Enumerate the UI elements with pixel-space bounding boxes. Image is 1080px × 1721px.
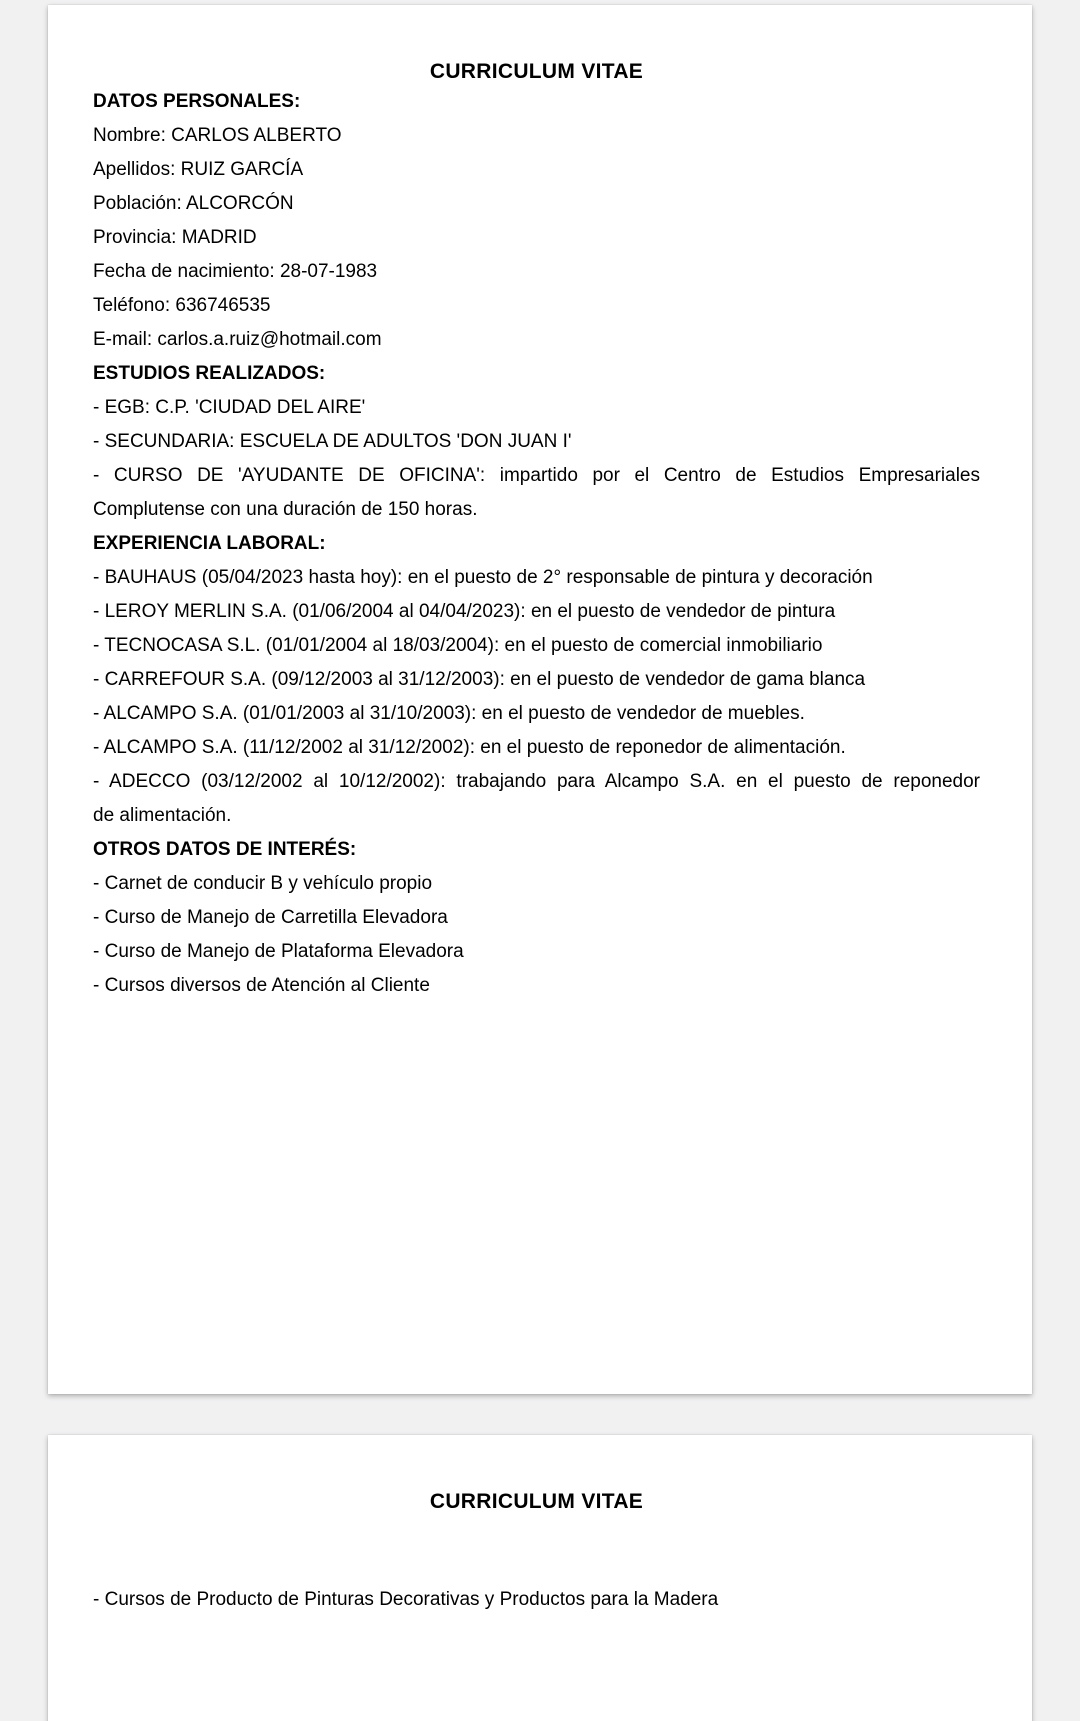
document-title-page-2: CURRICULUM VITAE [429,1490,644,1513]
cv-line-telefono: Teléfono: 636746535 [93,295,271,316]
cv-line-alcampo-2: - ALCAMPO S.A. (11/12/2002 al 31/12/2002): en el puesto de reponedor de alimentación. [93,737,846,758]
cv-line-bauhaus: - BAUHAUS (05/04/2023 hasta hoy): en el puesto de 2° responsable de pintura y decoración [93,567,873,588]
cv-line-alcampo-1: - ALCAMPO S.A. (01/01/2003 al 31/10/2003): en el puesto de vendedor de muebles. [93,703,805,724]
document-title: CURRICULUM VITAE [429,60,644,83]
page-1 [48,5,1032,1394]
section-heading-estudios: ESTUDIOS REALIZADOS: [93,363,326,384]
cv-line-secundaria: - SECUNDARIA: ESCUELA DE ADULTOS 'DON JUAN I' [93,431,572,452]
cv-line-nombre: Nombre: CARLOS ALBERTO [93,125,342,146]
cv-line-carretilla: - Curso de Manejo de Carretilla Elevadora [93,907,448,928]
cv-line-email: E-mail: carlos.a.ruiz@hotmail.com [93,329,382,350]
section-heading-experiencia: EXPERIENCIA LABORAL: [93,533,326,554]
cv-line-leroy-merlin: - LEROY MERLIN S.A. (01/06/2004 al 04/04/2023): en el puesto de vendedor de pintura [93,601,836,622]
cv-line-adecco: - ADECCO (03/12/2002 al 10/12/2002): trabajando para Alcampo S.A. en el puesto de reponedor [93,771,980,792]
cv-line-adecco-wrap: de alimentación. [93,805,232,826]
cv-line-curso-oficina-wrap: Complutense con una duración de 150 horas. [93,499,478,520]
cv-line-carnet: - Carnet de conducir B y vehículo propio [93,873,433,894]
cv-line-carrefour: - CARREFOUR S.A. (09/12/2003 al 31/12/2003): en el puesto de vendedor de gama blanca [93,669,866,690]
cv-line-egb: - EGB: C.P. 'CIUDAD DEL AIRE' [93,397,366,418]
section-heading-datos-personales: DATOS PERSONALES: [93,91,301,112]
cv-line-poblacion: Población: ALCORCÓN [93,193,294,214]
section-heading-otros-datos: OTROS DATOS DE INTERÉS: [93,839,357,860]
cv-line-fecha-nacimiento: Fecha de nacimiento: 28-07-1983 [93,261,378,282]
cv-line-atencion-cliente: - Cursos diversos de Atención al Cliente [93,975,430,996]
page-2 [48,1435,1032,1721]
cv-line-pinturas-decorativas: - Cursos de Producto de Pinturas Decorativas y Productos para la Madera [93,1589,719,1610]
cv-line-curso-oficina: - CURSO DE 'AYUDANTE DE OFICINA': impartido por el Centro de Estudios Empresariales [93,465,980,486]
cv-line-apellidos: Apellidos: RUIZ GARCÍA [93,159,304,180]
cv-line-tecnocasa: - TECNOCASA S.L. (01/01/2004 al 18/03/2004): en el puesto de comercial inmobiliario [93,635,823,656]
cv-line-plataforma: - Curso de Manejo de Plataforma Elevadora [93,941,464,962]
cv-line-provincia: Provincia: MADRID [93,227,257,248]
